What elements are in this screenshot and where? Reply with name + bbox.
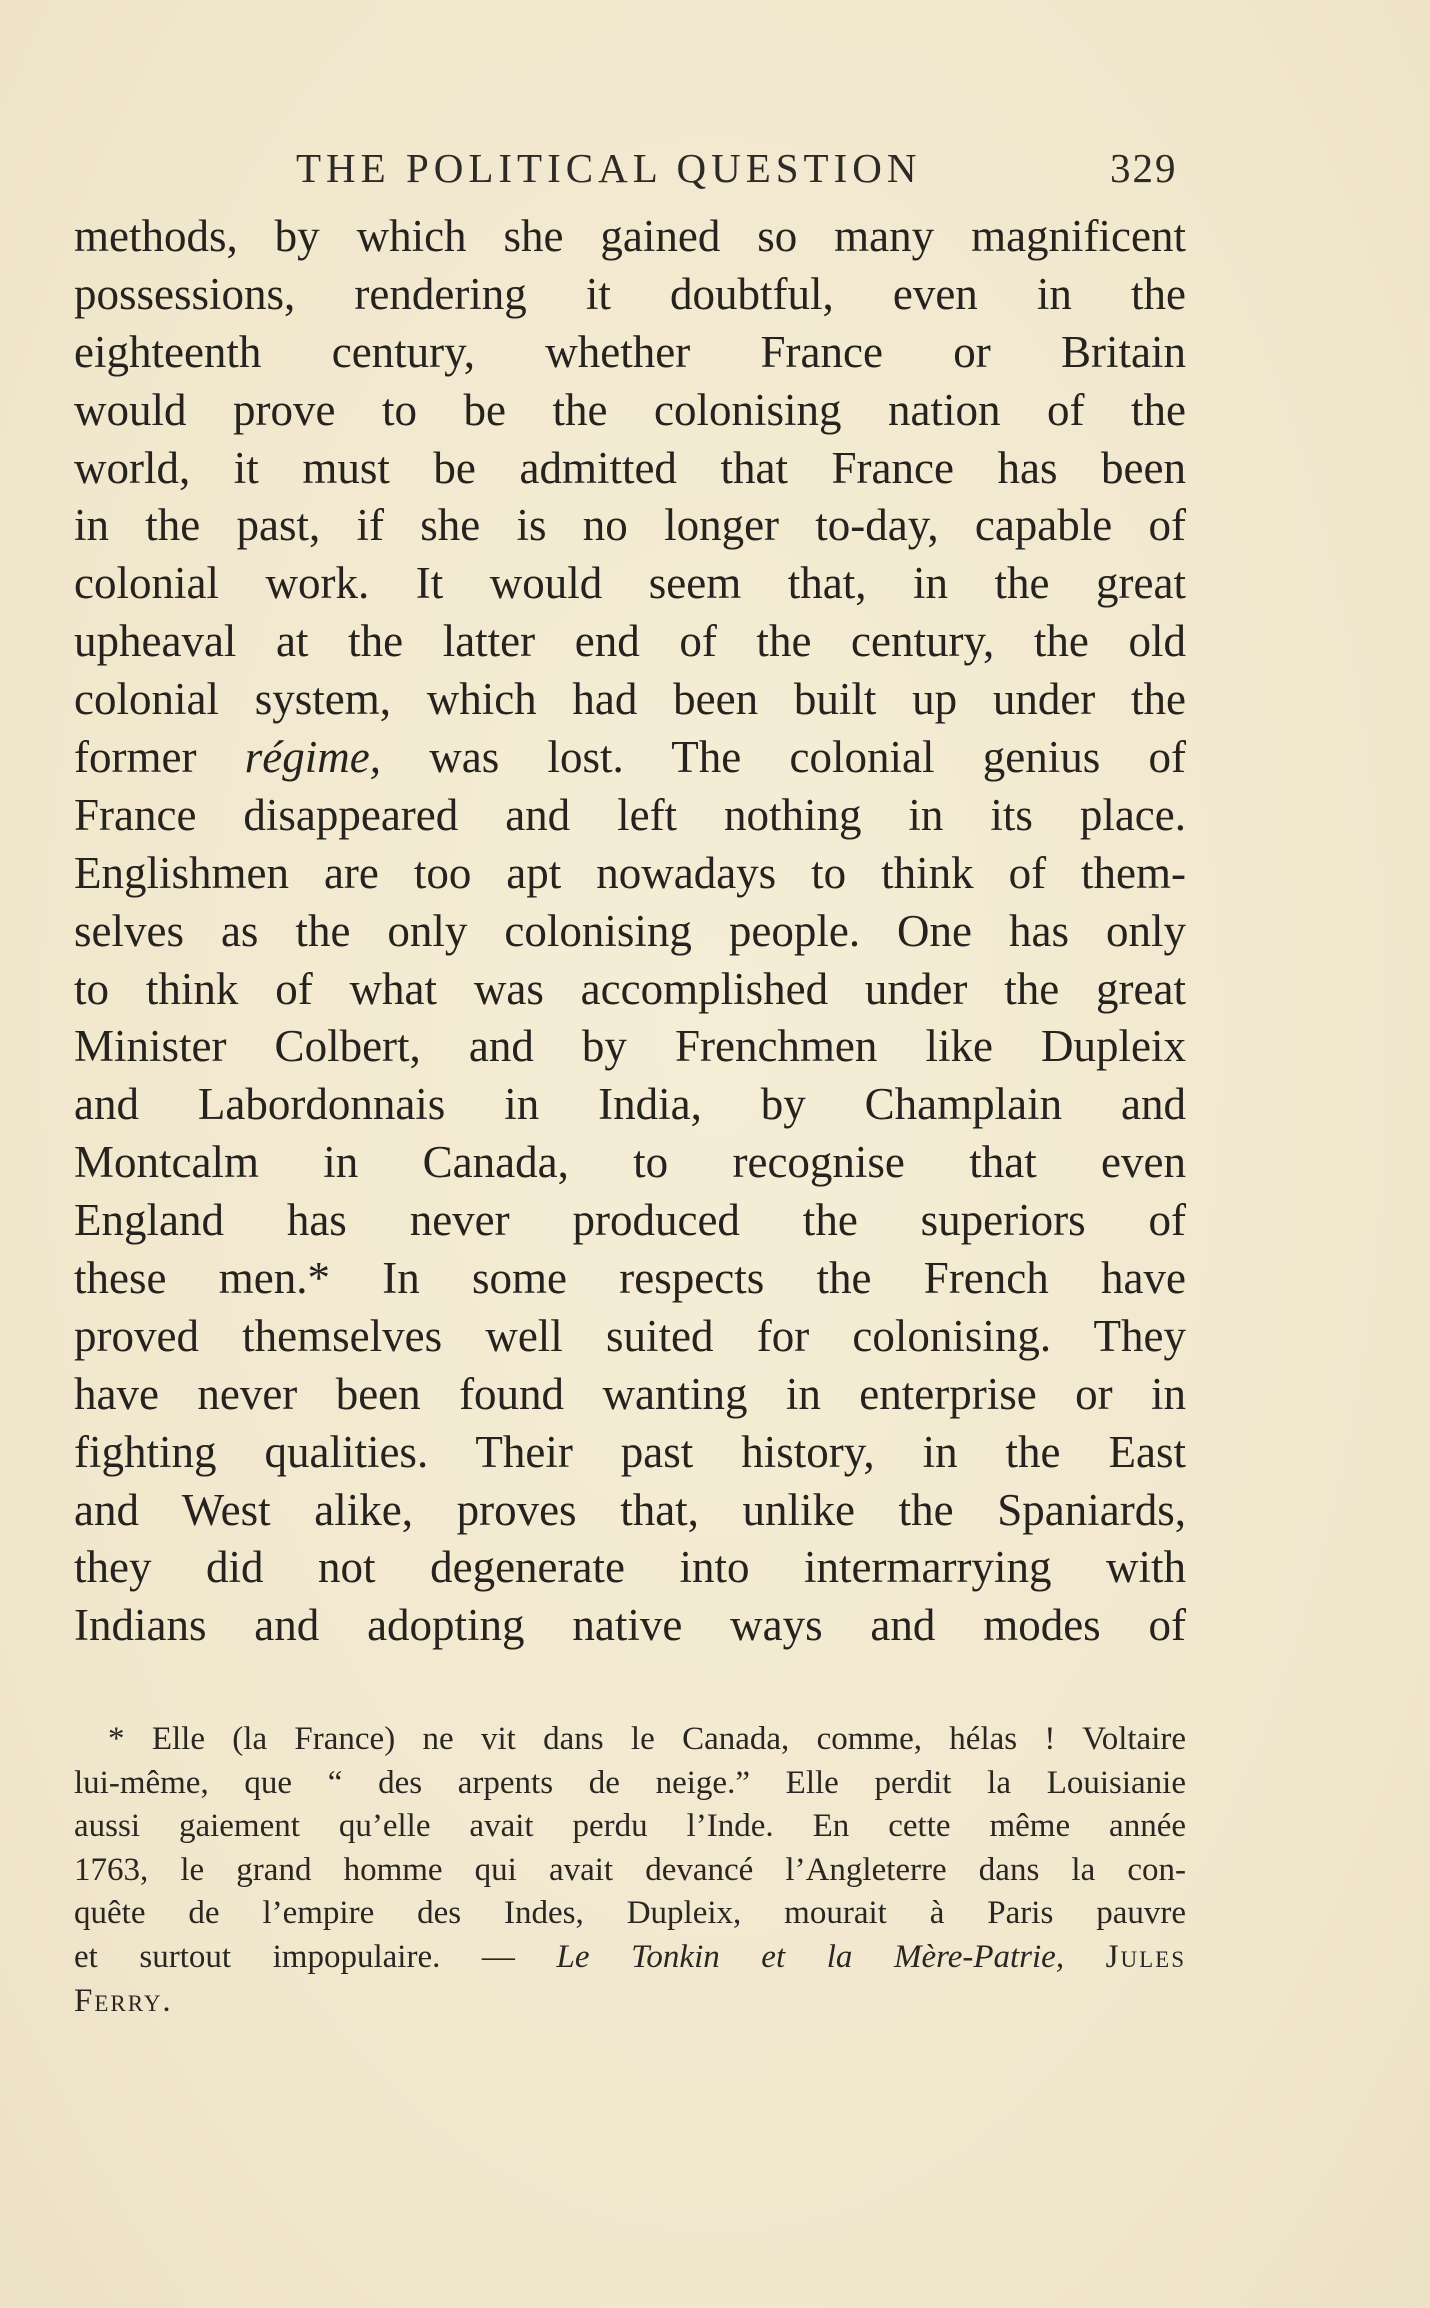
footnote-citation-line (74, 1936, 1186, 1980)
footnote-author-first: Jules (1105, 1938, 1186, 1975)
footnote-line: quête de l’empire des Indes, Dupleix, mourait à Paris pauvre (74, 1895, 1186, 1932)
text-line: fighting qualities. Their past history, in the East (74, 1426, 1186, 1477)
page-number: 329 (1110, 145, 1178, 191)
footnote-author-last: Ferry. (74, 1982, 173, 2019)
text-line: to think of what was accomplished under the great (74, 963, 1186, 1014)
text-line: in the past, if she is no longer to-day, capable of (74, 500, 1186, 551)
footnote-line: aussi gaiement qu’elle avait perdu l’Inde. En cette même année (74, 1808, 1186, 1845)
text-line: England has never produced the superiors of (74, 1195, 1186, 1246)
text-line: colonial system, which had been built up under the (74, 674, 1186, 725)
text-line: they did not degenerate into intermarrying with (74, 1542, 1186, 1593)
text-line: selves as the only colonising people. One has only (74, 905, 1186, 956)
footnote-line: lui-même, que “ des arpents de neige.” Elle perdit la Louisianie (74, 1764, 1186, 1801)
italic-term: régime, (244, 732, 381, 783)
text-fragment: was lost. The colonial genius of (429, 732, 1187, 783)
footnote (74, 1718, 1186, 2023)
running-head (0, 138, 1430, 198)
text-line-footnote-ref: these men.* In some respects the French have (74, 1253, 1186, 1304)
footnote-source-title: Le Tonkin et la Mère-Patrie, (556, 1938, 1065, 1975)
text-line: Englishmen are too apt nowadays to think of them- (74, 847, 1186, 898)
text-line: colonial work. It would seem that, in the great (74, 558, 1186, 609)
text-line: France disappeared and left nothing in its place. (74, 789, 1186, 840)
text-line: possessions, rendering it doubtful, even in the (74, 268, 1186, 319)
footnote-line: 1763, le grand homme qui avait devancé l’Angleterre dans la con- (74, 1851, 1186, 1888)
text-line: and Labordonnais in India, by Champlain and (74, 1079, 1186, 1130)
running-title: THE POLITICAL QUESTION (296, 145, 922, 191)
text-line: Minister Colbert, and by Frenchmen like Dupleix (74, 1021, 1186, 1072)
text-line: methods, by which she gained so many magnificent (74, 211, 1186, 261)
footnote-line: * Elle (la France) ne vit dans le Canada, comme, hélas ! Voltaire (108, 1721, 1186, 1757)
text-line: upheaval at the latter end of the century, the old (74, 616, 1186, 667)
text-line: have never been found wanting in enterprise or in (74, 1368, 1186, 1419)
text-line: world, it must be admitted that France has been (74, 442, 1186, 493)
text-line: eighteenth century, whether France or Britain (74, 326, 1186, 377)
text-line: Indians and adopting native ways and modes of (74, 1600, 1186, 1651)
footnote-fragment: et surtout impopulaire. — (74, 1938, 515, 1975)
body-paragraph (74, 208, 1186, 1655)
text-line: Montcalm in Canada, to recognise that even (74, 1137, 1186, 1188)
text-line: would prove to be the colonising nation of the (74, 384, 1186, 435)
text-fragment: former (74, 732, 197, 783)
text-line: proved themselves well suited for colonising. They (74, 1310, 1186, 1361)
text-line-with-italic (74, 729, 1186, 787)
text-line: and West alike, proves that, unlike the Spaniards, (74, 1484, 1186, 1535)
